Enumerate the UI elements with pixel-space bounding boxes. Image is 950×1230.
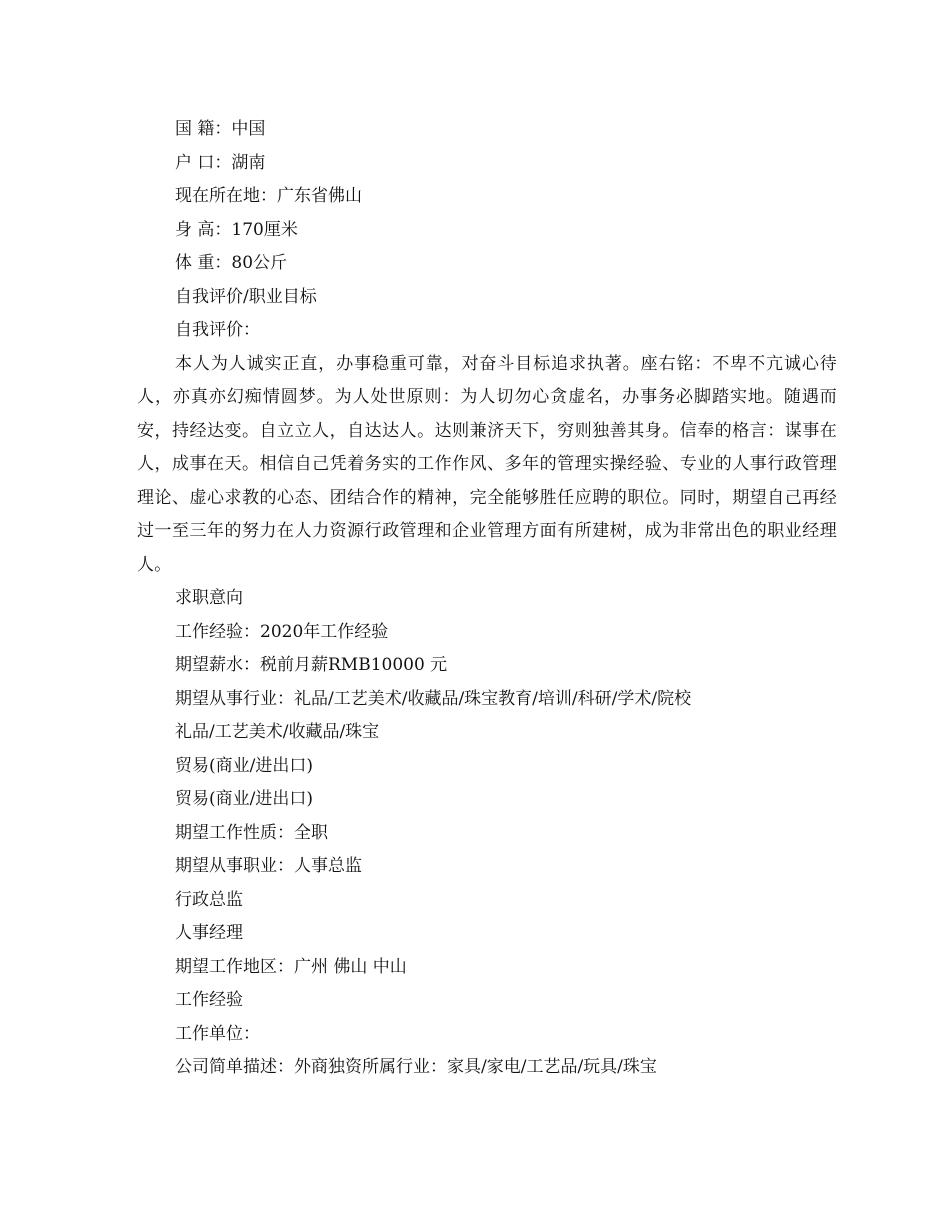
expected-salary-line: 期望薪水：税前月薪RMB10000 元: [175, 655, 448, 675]
industry-item-gifts: 礼品/工艺美术/收藏品/珠宝: [175, 722, 380, 742]
expected-region-line: 期望工作地区：广州 佛山 中山: [175, 956, 407, 977]
position-item-hr-manager: 人事经理: [175, 923, 243, 943]
household-line: 户 口：湖南: [175, 152, 266, 173]
work-experience-years-line: 工作经验：2020年工作经验: [175, 621, 389, 642]
nationality-line: 国 籍：中国: [175, 119, 266, 139]
self-eval-label: 自我评价：: [175, 320, 260, 340]
expected-industry-line: 期望从事行业：礼品/工艺美术/收藏品/珠宝教育/培训/科研/学术/院校: [175, 688, 692, 709]
position-item-admin-director: 行政总监: [175, 889, 243, 910]
height-line: 身 高：170厘米: [175, 219, 298, 240]
work-experience-heading: 工作经验: [175, 990, 243, 1010]
expected-position-line: 期望从事职业：人事总监: [175, 856, 362, 876]
job-nature-line: 期望工作性质：全职: [175, 822, 328, 843]
self-evaluation-paragraph: 本人为人诚实正直，办事稳重可靠，对奋斗目标追求执著。座右铭：不卑不亢诚心待人，亦真亦幻痴情圆梦。为人处世原则：为人切勿心贪虚名，办事务必脚踏实地。随遇而安，持经达变。自立立人，自达达人。达则兼济天下，穷则独善其身。信奉的格言：谋事在人，成事在天。相信自己凭着务实的工作作风、多年的管理实操经验、专业的人事行政管理理论、虚心求教的心态、团结合作的精神，完全能够胜任应聘的职位。同时，期望自己再经过一至三年的努力在人力资源行政管理和企业管理方面有所建树，成为非常出色的职业经理人。: [137, 353, 837, 575]
job-intention-heading: 求职意向: [175, 588, 243, 608]
resume-content: [137, 113, 837, 1085]
employer-line: 工作单位：: [175, 1023, 260, 1044]
self-eval-career-heading: 自我评价/职业目标: [175, 286, 317, 307]
industry-item-trade-2: 贸易(商业/进出口): [175, 789, 313, 809]
weight-line: 体 重：80公斤: [175, 253, 288, 273]
industry-item-trade-1: 贸易(商业/进出口): [175, 755, 313, 776]
current-location-line: 现在所在地：广东省佛山: [175, 186, 362, 206]
company-description-line: 公司简单描述：外商独资所属行业：家具/家电/工艺品/玩具/珠宝: [175, 1057, 657, 1077]
